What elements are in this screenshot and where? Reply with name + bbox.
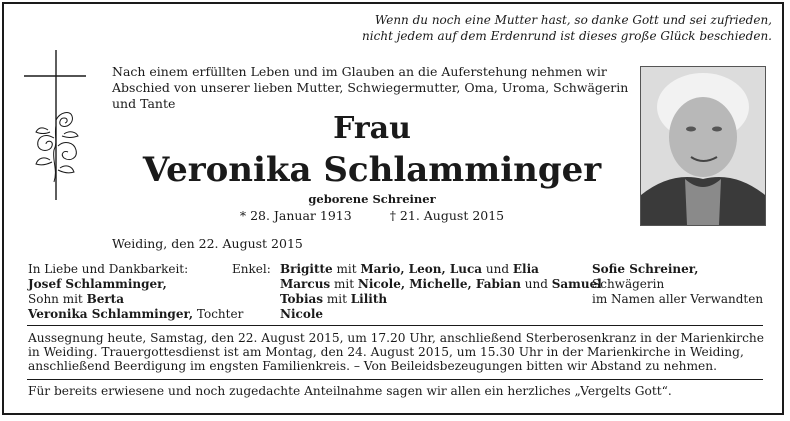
intro-line: und Tante — [112, 96, 176, 111]
deceased-name: Veronika Schlamminger — [142, 150, 602, 190]
enkel-label: Enkel: — [232, 262, 271, 276]
notice-line: anschließend Beerdigung im engsten Familienkreis. – Von Beileidsbezeugungen bitten wir Abstand zu nehmen. — [28, 359, 717, 373]
greatgrandchild-name: Samuel — [551, 277, 602, 291]
quote-line: Wenn du noch eine Mutter hast, so danke Gott und sei zufrieden, — [374, 13, 772, 27]
thanks-text: Für bereits erwiesene und noch zugedachte Anteilnahme sagen wir allen ein herzliches „Vergelts Gott“. — [28, 384, 672, 398]
connector-text: mit — [323, 292, 351, 306]
intro-text — [112, 64, 632, 112]
mourner-note: im Namen aller Verwandten — [592, 292, 764, 306]
greatgrandchild-names: Mario, Leon, Luca — [360, 262, 483, 276]
mourners-enkel — [280, 262, 602, 322]
mourners-heading: In Liebe und Dankbarkeit: — [28, 262, 189, 276]
grandchild-name: Marcus — [280, 277, 331, 291]
mourners-left — [28, 262, 243, 322]
mourner-relation: Tochter — [193, 307, 244, 321]
grandchild-name: Nicole — [280, 307, 324, 321]
divider — [27, 379, 763, 380]
mourner-name: Sofie Schreiner, — [592, 262, 699, 276]
portrait-image — [641, 67, 765, 225]
death-date: † 21. August 2015 — [389, 208, 505, 223]
life-dates — [112, 208, 632, 223]
greatgrandchild-name: Elia — [512, 262, 539, 276]
grandchild-name: Brigitte — [280, 262, 333, 276]
connector-text: mit — [330, 277, 358, 291]
place-date: Weiding, den 22. August 2015 — [112, 236, 303, 251]
quote-line: nicht jedem auf dem Erdenrund ist dieses große Glück beschieden. — [362, 29, 772, 43]
quote — [352, 12, 772, 44]
service-notice — [28, 331, 764, 373]
notice-line: Aussegnung heute, Samstag, den 22. August 2015, um 17.20 Uhr, anschließend Sterberosenkranz in der Marienkirche — [28, 331, 764, 345]
connector-text: mit — [332, 262, 361, 276]
intro-line: Abschied von unserer lieben Mutter, Schwiegermutter, Oma, Uroma, Schwägerin — [112, 80, 629, 95]
connector-text: und — [482, 262, 513, 276]
greatgrandchild-names: Nicole, Michelle, Fabian — [357, 277, 521, 291]
mourner-name: Berta — [86, 292, 124, 306]
cross-with-roses-icon — [24, 50, 94, 210]
salutation: Frau — [333, 111, 411, 146]
mourner-relation: Schwägerin — [592, 277, 665, 291]
notice-line: in Weiding. Trauergottesdienst ist am Montag, den 24. August 2015, um 15.30 Uhr in der Marienkirche in Weiding, — [28, 345, 744, 359]
birth-name: geborene Schreiner — [308, 192, 436, 206]
divider — [27, 325, 763, 326]
mourner-name: Josef Schlamminger, — [28, 277, 167, 291]
mourner-relation: Sohn mit — [28, 292, 87, 306]
mourner-name: Veronika Schlamminger, — [28, 307, 194, 321]
intro-line: Nach einem erfüllten Leben und im Glauben an die Auferstehung nehmen wir — [112, 64, 607, 79]
grandchild-name: Tobias — [280, 292, 324, 306]
mourners-right — [592, 262, 763, 307]
portrait-photo — [640, 66, 766, 226]
birth-date: * 28. Januar 1913 — [239, 208, 352, 223]
greatgrandchild-name: Lilith — [350, 292, 388, 306]
connector-text: und — [520, 277, 552, 291]
